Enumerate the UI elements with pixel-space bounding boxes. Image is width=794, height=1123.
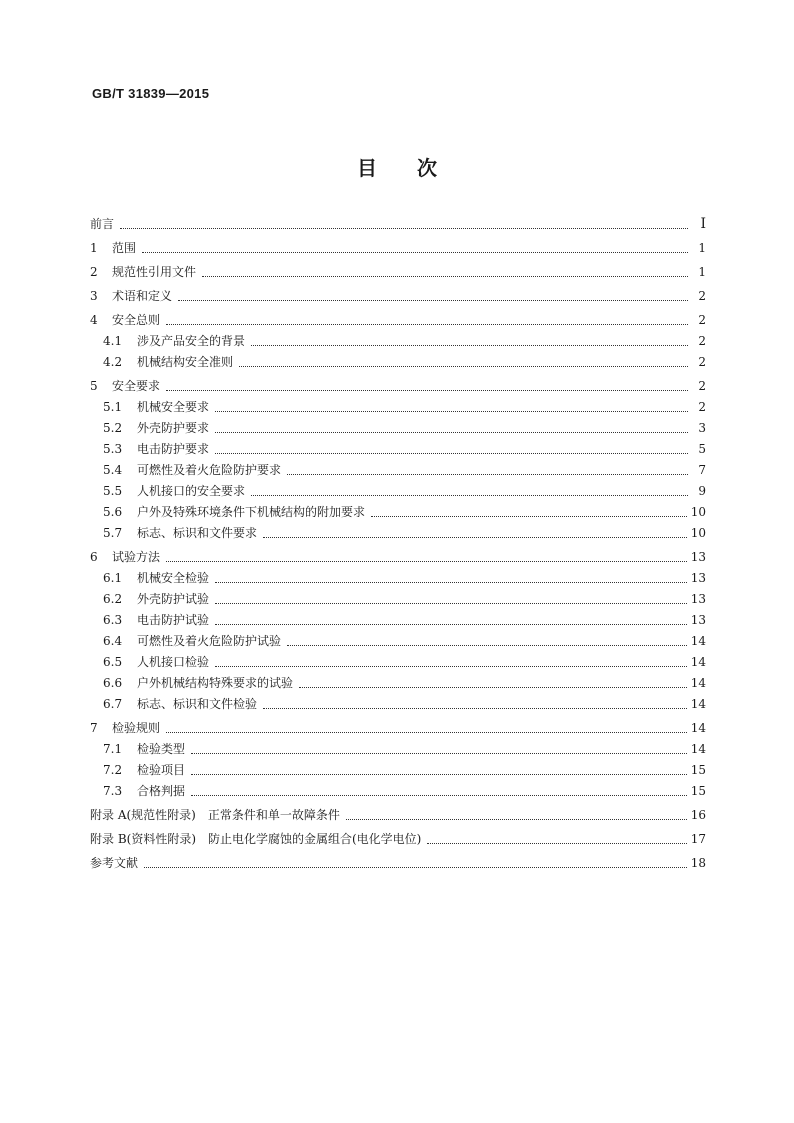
toc-entry-title: 标志、标识和文件检验 (137, 697, 258, 711)
toc-entry-title: 电击防护试验 (137, 613, 210, 627)
toc-entry-number: 7.2 (103, 763, 123, 777)
toc-leader-dots (191, 795, 687, 796)
toc-entry-title: 附录 B(资料性附录) 防止电化学腐蚀的金属组合(电化学电位) (90, 832, 422, 846)
toc-leader-dots (166, 561, 687, 562)
toc-leader-dots (215, 432, 688, 433)
toc-entry-page: 2 (698, 400, 706, 414)
toc-entry-title: 安全要求 (112, 379, 161, 393)
toc-entry[interactable] (90, 568, 706, 589)
toc-entry[interactable] (90, 739, 706, 760)
toc-entry-number: 5 (90, 379, 98, 393)
standard-code: GB/T 31839—2015 (92, 86, 210, 101)
toc-entry-number: 7.1 (103, 742, 123, 756)
toc-entry-number: 6.7 (103, 697, 123, 711)
toc-entry-page: 1 (698, 241, 706, 255)
toc-entry-number: 7 (90, 721, 98, 735)
toc-leader-dots (263, 537, 687, 538)
toc-entry[interactable] (90, 523, 706, 544)
toc-entry[interactable] (90, 439, 706, 460)
page-title-char-2: 次 (417, 156, 437, 180)
toc-entry[interactable] (90, 694, 706, 715)
toc-entry-number: 5.4 (103, 463, 123, 477)
toc-entry-page: 7 (698, 463, 706, 477)
toc-entry[interactable] (90, 760, 706, 781)
toc-entry-number: 4 (90, 313, 98, 327)
toc-leader-dots (142, 252, 688, 253)
toc-entry-title: 人机接口的安全要求 (137, 484, 246, 498)
toc-entry-title: 检验类型 (137, 742, 186, 756)
toc-entry[interactable] (90, 376, 706, 397)
toc-entry-page: 2 (698, 289, 706, 303)
toc-entry[interactable] (90, 238, 706, 259)
toc-entry-page: 18 (690, 856, 706, 870)
toc-entry-page: Ⅰ (700, 216, 706, 232)
toc-entry-page: 9 (698, 484, 706, 498)
toc-entry-title: 规范性引用文件 (112, 265, 197, 279)
toc-entry[interactable] (90, 460, 706, 481)
toc-entry-title: 户外及特殊环境条件下机械结构的附加要求 (137, 505, 366, 519)
toc-entry-number: 5.2 (103, 421, 123, 435)
toc-entry-number: 1 (90, 241, 98, 255)
toc-entry-title: 前言 (90, 217, 115, 231)
toc-entry-page: 15 (690, 763, 706, 777)
toc-leader-dots (215, 603, 687, 604)
toc-entry[interactable] (90, 589, 706, 610)
toc-entry[interactable] (90, 805, 706, 826)
toc-entry-page: 5 (698, 442, 706, 456)
toc-entry-title: 检验规则 (112, 721, 161, 735)
toc-leader-dots (215, 453, 688, 454)
toc-entry-number: 5.6 (103, 505, 123, 519)
toc-entry-page: 14 (690, 655, 706, 669)
toc-entry[interactable] (90, 481, 706, 502)
toc-leader-dots (287, 474, 688, 475)
toc-entry-number: 6 (90, 550, 98, 564)
toc-entry[interactable] (90, 853, 706, 874)
toc-entry-number: 5.5 (103, 484, 123, 498)
toc-entry[interactable] (90, 352, 706, 373)
toc-entry-page: 3 (698, 421, 706, 435)
toc-entry[interactable] (90, 310, 706, 331)
toc-entry-page: 16 (690, 808, 706, 822)
toc-entry[interactable] (90, 673, 706, 694)
toc-entry-number: 7.3 (103, 784, 123, 798)
toc-entry-page: 10 (690, 505, 706, 519)
toc-entry-number: 6.1 (103, 571, 123, 585)
toc-entry-number: 6.3 (103, 613, 123, 627)
toc-entry-page: 2 (698, 334, 706, 348)
toc-leader-dots (166, 390, 688, 391)
toc-leader-dots (215, 666, 687, 667)
toc-entry[interactable] (90, 718, 706, 739)
toc-entry[interactable] (90, 214, 706, 235)
toc-entry[interactable] (90, 331, 706, 352)
toc-entry-title: 检验项目 (137, 763, 186, 777)
toc-entry[interactable] (90, 652, 706, 673)
toc-leader-dots (251, 345, 688, 346)
toc-entry-title: 可燃性及着火危险防护试验 (137, 634, 282, 648)
toc-entry-title: 机械安全检验 (137, 571, 210, 585)
page-title (0, 152, 794, 181)
toc-leader-dots (251, 495, 688, 496)
toc-leader-dots (120, 228, 688, 229)
toc-entry-title: 安全总则 (112, 313, 161, 327)
toc-leader-dots (191, 774, 687, 775)
toc-entry[interactable] (90, 418, 706, 439)
toc-leader-dots (202, 276, 688, 277)
toc-entry[interactable] (90, 502, 706, 523)
toc-entry-number: 3 (90, 289, 98, 303)
toc-entry-number: 4.1 (103, 334, 123, 348)
toc-entry-number: 5.3 (103, 442, 123, 456)
toc-entry-title: 户外机械结构特殊要求的试验 (137, 676, 294, 690)
toc-entry-title: 试验方法 (112, 550, 161, 564)
toc-leader-dots (191, 753, 687, 754)
toc-entry-title: 范围 (112, 241, 137, 255)
toc-entry-number: 2 (90, 265, 98, 279)
toc-entry-page: 14 (690, 697, 706, 711)
toc-entry[interactable] (90, 286, 706, 307)
toc-entry-title: 外壳防护试验 (137, 592, 210, 606)
toc-leader-dots (287, 645, 687, 646)
toc-entry[interactable] (90, 610, 706, 631)
toc-entry[interactable] (90, 781, 706, 802)
toc-entry-page: 2 (698, 355, 706, 369)
toc-entry-title: 电击防护要求 (137, 442, 210, 456)
toc-entry[interactable] (90, 631, 706, 652)
toc-entry-page: 2 (698, 379, 706, 393)
toc-entry-number: 6.5 (103, 655, 123, 669)
toc-entry-title: 术语和定义 (112, 289, 173, 303)
toc-entry-title: 人机接口检验 (137, 655, 210, 669)
toc-entry-page: 13 (690, 613, 706, 627)
toc-entry[interactable] (90, 547, 706, 568)
toc-entry-title: 涉及产品安全的背景 (137, 334, 246, 348)
toc-entry-title: 机械结构安全准则 (137, 355, 234, 369)
toc-entry-title: 标志、标识和文件要求 (137, 526, 258, 540)
toc-entry-page: 17 (690, 832, 706, 846)
toc-leader-dots (346, 819, 687, 820)
toc-leader-dots (166, 324, 688, 325)
toc-entry-title: 参考文献 (90, 856, 139, 870)
toc-leader-dots (215, 411, 688, 412)
toc-entry-page: 13 (690, 592, 706, 606)
toc-entry-page: 1 (698, 265, 706, 279)
toc-entry[interactable] (90, 262, 706, 283)
toc-entry-title: 可燃性及着火危险防护要求 (137, 463, 282, 477)
toc-leader-dots (215, 582, 687, 583)
toc-leader-dots (178, 300, 688, 301)
toc-entry-number: 4.2 (103, 355, 123, 369)
toc-leader-dots (239, 366, 688, 367)
toc-entry[interactable] (90, 397, 706, 418)
toc-leader-dots (215, 624, 687, 625)
toc-leader-dots (371, 516, 687, 517)
toc-entry-title: 合格判据 (137, 784, 186, 798)
toc-entry-number: 6.2 (103, 592, 123, 606)
toc-entry-number: 6.4 (103, 634, 123, 648)
toc-leader-dots (299, 687, 687, 688)
toc-entry-page: 13 (690, 571, 706, 585)
table-of-contents (90, 214, 706, 874)
toc-entry-page: 14 (690, 676, 706, 690)
toc-leader-dots (263, 708, 687, 709)
toc-entry-number: 5.1 (103, 400, 123, 414)
toc-entry-title: 附录 A(规范性附录) 正常条件和单一故障条件 (90, 808, 340, 822)
toc-entry-page: 14 (690, 742, 706, 756)
toc-entry-title: 外壳防护要求 (137, 421, 210, 435)
toc-leader-dots (427, 843, 686, 844)
toc-entry-page: 15 (690, 784, 706, 798)
toc-entry-page: 14 (690, 721, 706, 735)
toc-entry-number: 5.7 (103, 526, 123, 540)
toc-leader-dots (166, 732, 687, 733)
toc-entry-page: 2 (698, 313, 706, 327)
toc-entry-number: 6.6 (103, 676, 123, 690)
toc-entry[interactable] (90, 829, 706, 850)
page-title-char-1: 目 (357, 156, 377, 180)
toc-entry-page: 14 (690, 634, 706, 648)
toc-entry-title: 机械安全要求 (137, 400, 210, 414)
toc-leader-dots (144, 867, 687, 868)
toc-entry-page: 10 (690, 526, 706, 540)
toc-entry-page: 13 (690, 550, 706, 564)
